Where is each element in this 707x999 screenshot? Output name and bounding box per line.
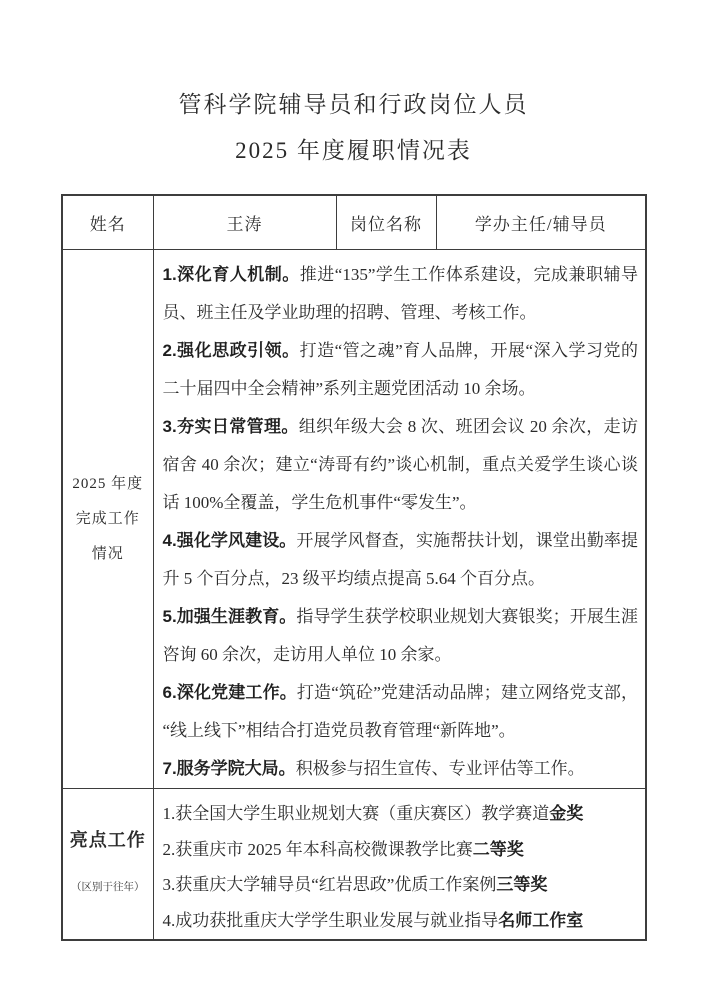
performance-table xyxy=(61,194,647,941)
document-title xyxy=(0,82,707,174)
title-line-1: 管科学院辅导员和行政岗位人员 xyxy=(178,92,529,117)
work-item-3-lead: 3.夯实日常管理。 xyxy=(162,417,299,436)
highlight-item-3 xyxy=(163,867,639,903)
completed-work-label-line1: 2025 年度 xyxy=(72,475,144,492)
highlight-item-1 xyxy=(163,796,639,832)
work-item-2 xyxy=(163,332,639,408)
completed-work-row xyxy=(62,250,646,789)
highlight-item-2 xyxy=(163,832,639,868)
highlight-item-2-body: 2.获重庆市 2025 年本科高校微课教学比赛 xyxy=(162,839,473,859)
highlight-item-4-body: 4.成功获批重庆大学学生职业发展与就业指导 xyxy=(162,910,499,930)
highlight-work-sublabel: （区别于往年） xyxy=(71,882,145,893)
work-item-2-lead: 2.强化思政引领。 xyxy=(162,341,300,360)
title-line-2: 2025 年度履职情况表 xyxy=(235,138,472,163)
highlight-work-content-cell xyxy=(153,789,646,941)
highlight-item-2-award: 二等奖 xyxy=(472,839,524,859)
work-item-7-lead: 7.服务学院大局。 xyxy=(162,759,296,778)
work-item-7 xyxy=(163,750,639,788)
highlight-item-1-award: 金奖 xyxy=(549,804,584,823)
completed-work-label-line2: 完成工作 xyxy=(75,510,140,527)
highlight-item-4-award: 名师工作室 xyxy=(498,910,584,930)
completed-work-label-line3: 情况 xyxy=(91,545,124,562)
work-item-1 xyxy=(163,256,639,332)
highlight-item-1-body: 1.获全国大学生职业规划大赛（重庆赛区）教学赛道 xyxy=(162,804,550,823)
work-item-4-lead: 4.强化学风建设。 xyxy=(162,531,297,550)
highlight-item-3-award: 三等奖 xyxy=(496,875,548,894)
work-item-1-lead: 1.深化育人机制。 xyxy=(162,265,300,284)
highlight-item-3-body: 3.获重庆大学辅导员“红岩思政”优质工作案例 xyxy=(162,875,497,894)
position-label-cell: 岗位名称 xyxy=(336,195,436,250)
work-item-7-body: 积极参与招生宣传、专业评估等工作。 xyxy=(295,759,585,778)
work-item-2-body: 打造“管之魂”育人品牌，开展“深入学习党的二十届四中全会精神”系列主题党团活动 10 余场。 xyxy=(162,341,638,398)
work-item-5 xyxy=(163,598,639,674)
highlight-work-row xyxy=(62,789,646,941)
work-item-6-lead: 6.深化党建工作。 xyxy=(162,683,297,702)
highlight-work-label: 亮点工作 xyxy=(69,830,146,850)
work-item-3-body: 组织年级大会 8 次、班团会议 20 余次，走访宿舍 40 余次；建立“涛哥有约”谈心机制，重点关爱学生谈心谈话 100%全覆盖，学生危机事件“零发生”。 xyxy=(162,417,639,512)
name-label-cell: 姓名 xyxy=(62,195,153,250)
work-item-5-lead: 5.加强生涯教育。 xyxy=(162,607,297,626)
completed-work-content-cell xyxy=(153,250,646,789)
work-item-4-body: 开展学风督查，实施帮扶计划，课堂出勤率提升 5 个百分点，23 级平均绩点提高 5.64 个百分点。 xyxy=(162,531,639,588)
work-item-1-body: 推进“135”学生工作体系建设，完成兼职辅导员、班主任及学业助理的招聘、管理、考核工作。 xyxy=(162,265,638,322)
work-item-3 xyxy=(163,408,639,522)
completed-work-label-cell xyxy=(62,250,153,789)
position-value-cell: 学办主任/辅导员 xyxy=(436,195,646,250)
work-item-5-body: 指导学生获学校职业规划大赛银奖；开展生涯咨询 60 余次，走访用人单位 10 余家。 xyxy=(162,607,639,664)
highlight-item-4 xyxy=(163,903,639,939)
work-item-6 xyxy=(163,674,639,750)
name-value-cell: 王涛 xyxy=(153,195,336,250)
work-item-6-body: 打造“筑砼”党建活动品牌；建立网络党支部，“线上线下”相结合打造党员教育管理“新阵地”。 xyxy=(162,683,638,740)
header-row xyxy=(62,195,646,250)
highlight-work-label-cell xyxy=(62,789,153,941)
work-item-4 xyxy=(163,522,639,598)
